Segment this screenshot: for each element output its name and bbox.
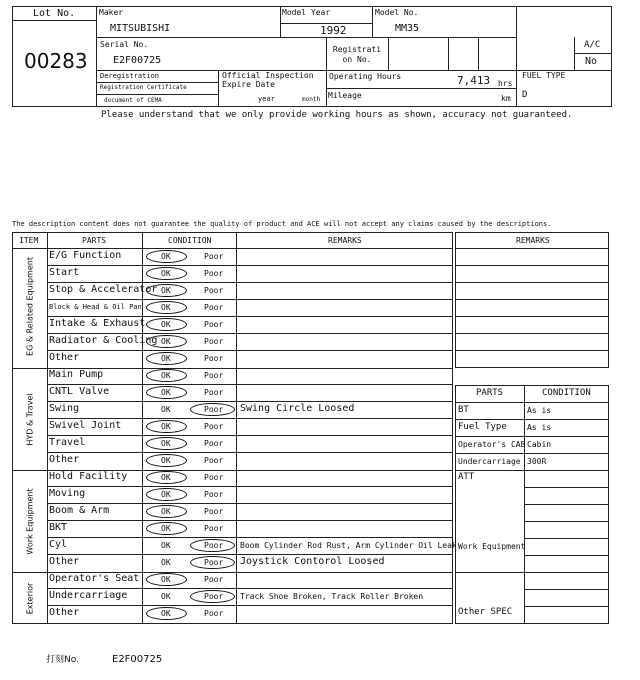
ok-option: OK <box>161 320 171 329</box>
model-no-value: MM35 <box>395 23 420 34</box>
model-year-value: 1992 <box>320 24 347 37</box>
part-name: Stop & Accelerator <box>49 284 158 295</box>
ok-option: OK <box>161 473 171 482</box>
part-name: Block & Head & Oil Pan <box>49 303 142 311</box>
ok-option: OK <box>161 575 171 584</box>
ok-option: OK <box>161 269 171 278</box>
poor-option: Poor <box>204 439 224 448</box>
part-name: Travel <box>49 437 86 448</box>
serial-value: E2F00725 <box>113 55 162 66</box>
ok-option: OK <box>161 490 171 499</box>
condition-selected-ok <box>146 607 187 620</box>
condition-selected-ok <box>146 505 187 518</box>
ok-option: OK <box>161 405 171 414</box>
poor-option: Poor <box>204 303 224 312</box>
remark-text: Swing Circle Loosed <box>240 403 355 414</box>
poor-option: Poor <box>204 490 224 499</box>
footer-serial-value: E2F00725 <box>112 654 163 665</box>
condition-selected-ok <box>146 284 187 297</box>
part-name: Swivel Joint <box>49 420 122 431</box>
right-part-name: Operator's CAB <box>458 440 526 449</box>
part-name: Moving <box>49 488 86 499</box>
right-part-condition: 300R <box>527 457 547 466</box>
hrs-unit: hrs <box>498 79 513 88</box>
category-label: HYD & Travel <box>25 393 35 446</box>
ok-option: OK <box>161 541 171 550</box>
right-parts-header: PARTS <box>476 388 504 398</box>
remark-text: Boom Cylinder Rod Rust, Arm Cylinder Oil Leak <box>240 541 457 550</box>
remarks-header: REMARKS <box>328 236 362 245</box>
ok-option: OK <box>161 422 171 431</box>
work-equipment-label: Work Equipment <box>458 542 526 551</box>
fuel-type-label: FUEL TYPE <box>522 71 566 80</box>
condition-selected-poor <box>190 590 235 603</box>
year-label: year <box>258 95 275 103</box>
part-name: Other <box>49 607 80 618</box>
poor-option: Poor <box>204 252 224 261</box>
part-name: Swing <box>49 403 80 414</box>
ok-option: OK <box>161 592 171 601</box>
condition-selected-ok <box>146 352 187 365</box>
att-label: ATT <box>458 472 475 482</box>
poor-option: Poor <box>204 269 224 278</box>
part-name: Other <box>49 454 80 465</box>
disclaimer: The description content does not guarantee the quality of product and ACE will not accept any claims caused by the descriptions. <box>12 220 552 228</box>
operating-hours-label: Operating Hours <box>329 72 402 81</box>
maker-value: MITSUBISHI <box>110 23 171 34</box>
part-name: E/G Function <box>49 250 122 261</box>
right-part-condition: As is <box>527 406 552 415</box>
condition-selected-ok <box>146 250 187 263</box>
poor-option: Poor <box>204 456 224 465</box>
right-condition-header: CONDITION <box>542 388 591 398</box>
part-name: Boom & Arm <box>49 505 110 516</box>
condition-selected-ok <box>146 471 187 484</box>
poor-option: Poor <box>204 337 224 346</box>
part-name: BKT <box>49 522 68 533</box>
month-label: month <box>302 96 321 103</box>
condition-selected-ok <box>146 437 187 450</box>
lot-label: Lot No. <box>33 8 76 19</box>
condition-selected-ok <box>146 420 187 433</box>
right-part-name: Undercarriage <box>458 457 521 466</box>
poor-option: Poor <box>204 541 224 550</box>
mileage-label: Mileage <box>328 91 362 100</box>
poor-option: Poor <box>204 422 224 431</box>
ok-option: OK <box>161 371 171 380</box>
condition-selected-poor <box>190 556 235 569</box>
condition-selected-ok <box>146 573 187 586</box>
ok-option: OK <box>161 456 171 465</box>
poor-option: Poor <box>204 558 224 567</box>
poor-option: Poor <box>204 354 224 363</box>
poor-option: Poor <box>204 405 224 414</box>
poor-option: Poor <box>204 473 224 482</box>
poor-option: Poor <box>204 592 224 601</box>
model-year-label: Model Year <box>282 8 331 17</box>
condition-selected-poor <box>190 539 235 552</box>
footer-serial-label: 打刻No. <box>46 655 79 665</box>
hours-notice: Please understand that we only provide working hours as shown, accuracy not guaranteed. <box>101 110 573 120</box>
right-part-name: Fuel Type <box>458 422 507 432</box>
ac-value: No <box>585 56 598 67</box>
fuel-type-value: D <box>522 90 528 100</box>
condition-selected-ok <box>146 301 187 314</box>
ok-option: OK <box>161 609 171 618</box>
part-name: Operator's Seat <box>49 573 140 584</box>
inspection-label-1: Official Inspection <box>222 71 314 80</box>
ok-option: OK <box>161 303 171 312</box>
ok-option: OK <box>161 507 171 516</box>
deregistration-label: Deregistration <box>100 72 160 80</box>
ok-option: OK <box>161 558 171 567</box>
condition-selected-ok <box>146 267 187 280</box>
part-name: Main Pump <box>49 369 104 380</box>
km-unit: km <box>501 94 511 103</box>
ok-option: OK <box>161 439 171 448</box>
condition-selected-ok <box>146 454 187 467</box>
condition-selected-ok <box>146 318 187 331</box>
ac-label: A/C <box>584 40 601 50</box>
inspection-label-2: Expire Date <box>222 80 275 89</box>
poor-option: Poor <box>204 609 224 618</box>
category-label: Work Equipment <box>25 488 35 555</box>
ok-option: OK <box>161 388 171 397</box>
ok-option: OK <box>161 337 171 346</box>
poor-option: Poor <box>204 371 224 380</box>
serial-label: Serial No. <box>100 40 149 49</box>
part-name: Other <box>49 352 80 363</box>
condition-selected-poor <box>190 403 235 416</box>
poor-option: Poor <box>204 575 224 584</box>
right-part-name: BT <box>458 405 469 415</box>
registration-certificate-label: Registration Certificate <box>100 84 187 91</box>
part-name: Other <box>49 556 80 567</box>
category-label: Exterior <box>25 582 35 615</box>
part-name: CNTL Valve <box>49 386 110 397</box>
condition-selected-ok <box>146 335 187 348</box>
right-remarks-table <box>455 232 609 368</box>
part-name: Undercarriage <box>49 590 128 601</box>
maker-label: Maker <box>99 8 124 17</box>
right-part-condition: Cabin <box>527 440 552 449</box>
condition-selected-ok <box>146 522 187 535</box>
poor-option: Poor <box>204 524 224 533</box>
model-no-label: Model No. <box>375 8 419 17</box>
category-label: EG & Related Equipment <box>25 257 35 356</box>
condition-selected-ok <box>146 488 187 501</box>
ok-option: OK <box>161 252 171 261</box>
ok-option: OK <box>161 524 171 533</box>
right-part-condition: As is <box>527 423 552 432</box>
poor-option: Poor <box>204 507 224 516</box>
condition-selected-ok <box>146 369 187 382</box>
remark-text: Joystick Contorol Loosed <box>240 556 385 567</box>
part-name: Hold Facility <box>49 471 128 482</box>
other-spec-label: Other SPEC <box>458 607 513 617</box>
condition-selected-ok <box>146 386 187 399</box>
registration-label: Registrati on No. <box>332 45 382 64</box>
parts-header: PARTS <box>82 236 107 245</box>
part-name: Intake & Exhaust <box>49 318 146 329</box>
part-name: Start <box>49 267 80 278</box>
condition-header: CONDITION <box>168 236 212 245</box>
remark-text: Track Shoe Broken, Track Roller Broken <box>240 592 424 601</box>
cema-document-label: document of CEMA <box>104 97 162 104</box>
poor-option: Poor <box>204 286 224 295</box>
part-name: Radiator & Cooling <box>49 335 158 346</box>
right-remarks-header: REMARKS <box>516 236 550 245</box>
ok-option: OK <box>161 354 171 363</box>
part-name: Cyl <box>49 539 68 550</box>
operating-hours-value: 7,413 <box>457 74 491 87</box>
ok-option: OK <box>161 286 171 295</box>
item-header: ITEM <box>19 236 39 245</box>
lot-number: 00283 <box>24 49 88 73</box>
poor-option: Poor <box>204 320 224 329</box>
poor-option: Poor <box>204 388 224 397</box>
